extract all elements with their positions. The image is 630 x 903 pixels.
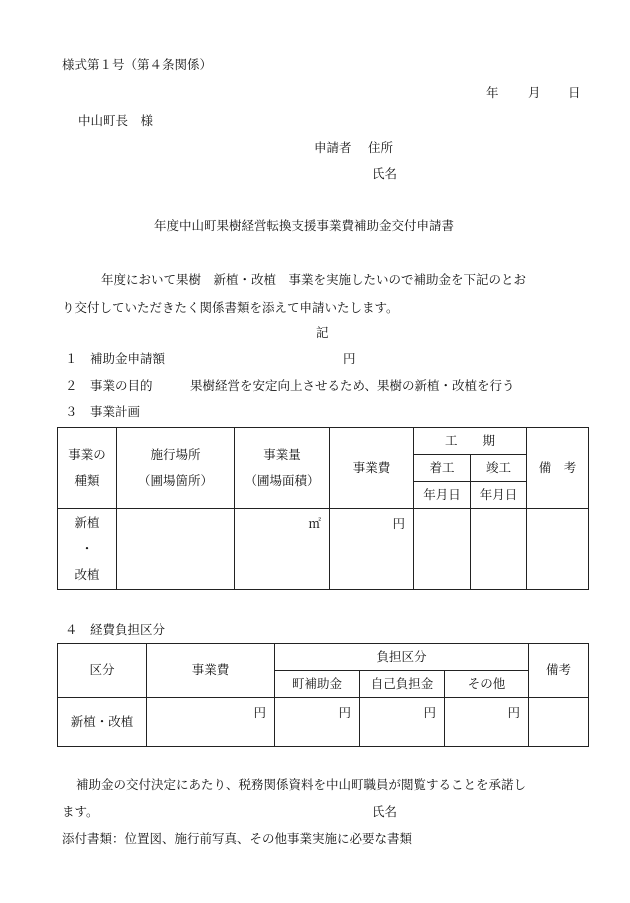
- cost-row-other: 円: [445, 698, 529, 747]
- cost-header-town: 町補助金: [275, 671, 360, 698]
- body-line-1: 年度において果樹 新植・改植 事業を実施したいので補助金を下記のとお: [101, 272, 527, 287]
- date-day: 日: [568, 85, 581, 100]
- consent-line-1: 補助金の交付決定にあたり、税務関係資料を中山町職員が閲覧することを承諾し: [76, 777, 527, 792]
- cost-header-burden: 負担区分: [275, 644, 529, 671]
- cost-row-label: 新植・改植: [58, 698, 147, 747]
- document-title: 年度中山町果樹経営転換支援事業費補助金交付申請書: [154, 218, 455, 233]
- item2-text: 果樹経営を安定向上させるため、果樹の新植・改植を行う: [190, 378, 515, 393]
- plan-header-period: 工 期: [414, 428, 527, 455]
- attachments: 添付書類：位置図、施行前写真、その他事業実施に必要な書類: [62, 831, 413, 846]
- consent-name: 氏名: [372, 804, 398, 819]
- consent-line-2: ます。: [62, 804, 99, 819]
- plan-header-start: 着工: [414, 455, 471, 482]
- applicant-name: 氏名: [372, 166, 398, 181]
- ki-mark: 記: [316, 325, 329, 340]
- plan-header-start-date: 年月日: [414, 482, 471, 509]
- applicant-label: 申請者: [314, 140, 352, 155]
- plan-row-start: [414, 509, 471, 590]
- date-year: 年: [486, 85, 499, 100]
- cost-header-cost: 事業費: [147, 644, 275, 698]
- cost-row-town: 円: [275, 698, 360, 747]
- plan-row-place: [117, 509, 235, 590]
- cost-row-remarks: [529, 698, 589, 747]
- item2-label: ２ 事業の目的: [65, 378, 153, 393]
- plan-header-amount: 事業量 （圃場面積）: [235, 428, 330, 509]
- item1-unit: 円: [343, 351, 356, 366]
- plan-header-end: 竣工: [471, 455, 527, 482]
- plan-row-remarks: [527, 509, 589, 590]
- plan-header-place: 施行場所 （圃場箇所）: [117, 428, 235, 509]
- item4-label: ４ 経費負担区分: [65, 622, 166, 637]
- item3-label: ３ 事業計画: [65, 404, 141, 419]
- cost-header-remarks: 備考: [529, 644, 589, 698]
- plan-header-end-date: 年月日: [471, 482, 527, 509]
- plan-row-end: [471, 509, 527, 590]
- cost-row-self: 円: [360, 698, 445, 747]
- cost-row-cost: 円: [147, 698, 275, 747]
- applicant-address: 住所: [368, 140, 394, 155]
- plan-row-cost: 円: [330, 509, 414, 590]
- cost-table: [57, 643, 589, 747]
- plan-table: [57, 427, 589, 590]
- plan-row-amount: ㎡: [235, 509, 330, 590]
- plan-header-type: 事業の 種類: [58, 428, 117, 509]
- date-month: 月: [528, 85, 541, 100]
- cost-header-other: その他: [445, 671, 529, 698]
- plan-header-remarks: 備 考: [527, 428, 589, 509]
- body-line-2: り交付していただきたく関係書類を添えて申請いたします。: [62, 300, 399, 315]
- form-number: 様式第１号（第４条関係）: [62, 57, 213, 72]
- plan-header-cost: 事業費: [330, 428, 414, 509]
- addressee: 中山町長 様: [78, 113, 154, 128]
- cost-header-division: 区分: [58, 644, 147, 698]
- cost-header-self: 自己負担金: [360, 671, 445, 698]
- item1-label: １ 補助金申請額: [65, 351, 166, 366]
- plan-row-type: 新植 ・ 改植: [58, 509, 117, 590]
